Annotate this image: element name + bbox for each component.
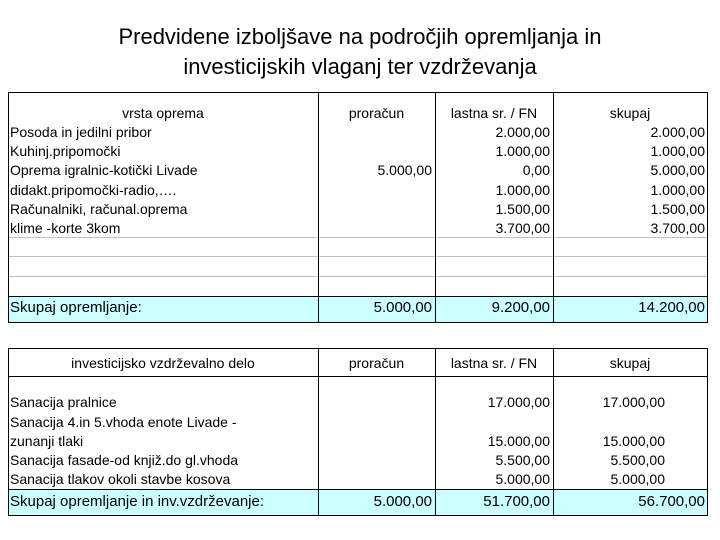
table2-top-border — [8, 348, 707, 349]
header-total: skupaj — [609, 355, 651, 371]
table2-left-border — [8, 348, 9, 516]
table-row-own: 1.000,00 — [495, 182, 550, 198]
equipment-summary-total: 14.200,00 — [638, 299, 705, 316]
header-own-funds: lastna sr. / FN — [450, 105, 538, 121]
header-budget: proračun — [348, 355, 405, 371]
table-row-own: 2.000,00 — [495, 124, 550, 140]
table2-right-border — [707, 348, 708, 516]
table-row-name: Sanacija tlakov okoli stavbe kosova — [10, 471, 231, 487]
table-row-own: 1.000,00 — [495, 143, 550, 159]
header-item-type: vrsta oprema — [122, 105, 204, 121]
table-row-total: 1.000,00 — [650, 182, 705, 198]
table-row-own: 17.000,00 — [487, 394, 550, 410]
table2-header-bottom-border — [8, 376, 707, 377]
table-row-name: klime -korte 3kom — [10, 220, 121, 236]
table-row-name: Sanacija pralnice — [10, 394, 117, 410]
equipment-summary-own: 9.200,00 — [491, 299, 550, 316]
equipment-summary-budget: 5.000,00 — [373, 299, 432, 316]
table-row-total: 3.700,00 — [650, 220, 705, 236]
header-maintenance-work: investicijsko vzdrževalno delo — [71, 355, 255, 371]
table-row-total: 17.000,00 — [602, 394, 665, 410]
table-row-total: 2.000,00 — [650, 124, 705, 140]
table-row-name: Oprema igralnic-kotički Livade — [10, 162, 198, 178]
table-row-name: Sanacija fasade-od knjiž.do gl.vhoda — [10, 452, 239, 468]
equipment-summary-label: Skupaj opremljanje: — [10, 299, 142, 316]
header-budget: proračun — [348, 105, 405, 121]
table-row-budget: 5.000,00 — [377, 162, 432, 178]
table-row-name: Posoda in jedilni pribor — [10, 124, 152, 140]
maintenance-summary-label: Skupaj opremljanje in inv.vzdrževanje: — [10, 493, 265, 510]
table-row-total: 5.500,00 — [610, 452, 665, 468]
table-row-own: 0,00 — [522, 162, 550, 178]
title-line-2: investicijskih vlaganj ter vzdrževanja — [183, 54, 537, 79]
table-row-name: zunanji tlaki — [10, 433, 84, 449]
title-line-1: Predvidene izboljšave na področjih opremljanja in — [118, 24, 602, 49]
table-row-own: 15.000,00 — [487, 433, 550, 449]
table2-col-divider — [318, 348, 319, 516]
table-row-own: 5.000,00 — [495, 471, 550, 487]
maintenance-summary-total: 56.700,00 — [638, 493, 705, 510]
table-row-total: 1.500,00 — [650, 201, 705, 217]
table-row-own: 3.700,00 — [495, 220, 550, 236]
header-total: skupaj — [609, 105, 651, 121]
table2-bottom-border — [8, 515, 707, 516]
table-row-own: 1.500,00 — [495, 201, 550, 217]
table-row-total: 5.000,00 — [650, 162, 705, 178]
table-row-total: 15.000,00 — [602, 433, 665, 449]
table-row-name: didakt.pripomočki-radio,…. — [10, 182, 177, 198]
table-row-total: 1.000,00 — [650, 143, 705, 159]
table-row-own: 5.500,00 — [495, 452, 550, 468]
table-row-name: Računalniki, računal.oprema — [10, 201, 188, 217]
table2-summary-top-border — [8, 489, 707, 490]
maintenance-summary-own: 51.700,00 — [483, 493, 550, 510]
header-own-funds: lastna sr. / FN — [450, 355, 538, 371]
table-row-name: Kuhinj.pripomočki — [10, 143, 121, 159]
table-row-total: 5.000,00 — [610, 471, 665, 487]
maintenance-summary-budget: 5.000,00 — [373, 493, 432, 510]
table-row-name: Sanacija 4.in 5.vhoda enote Livade - — [10, 414, 237, 430]
